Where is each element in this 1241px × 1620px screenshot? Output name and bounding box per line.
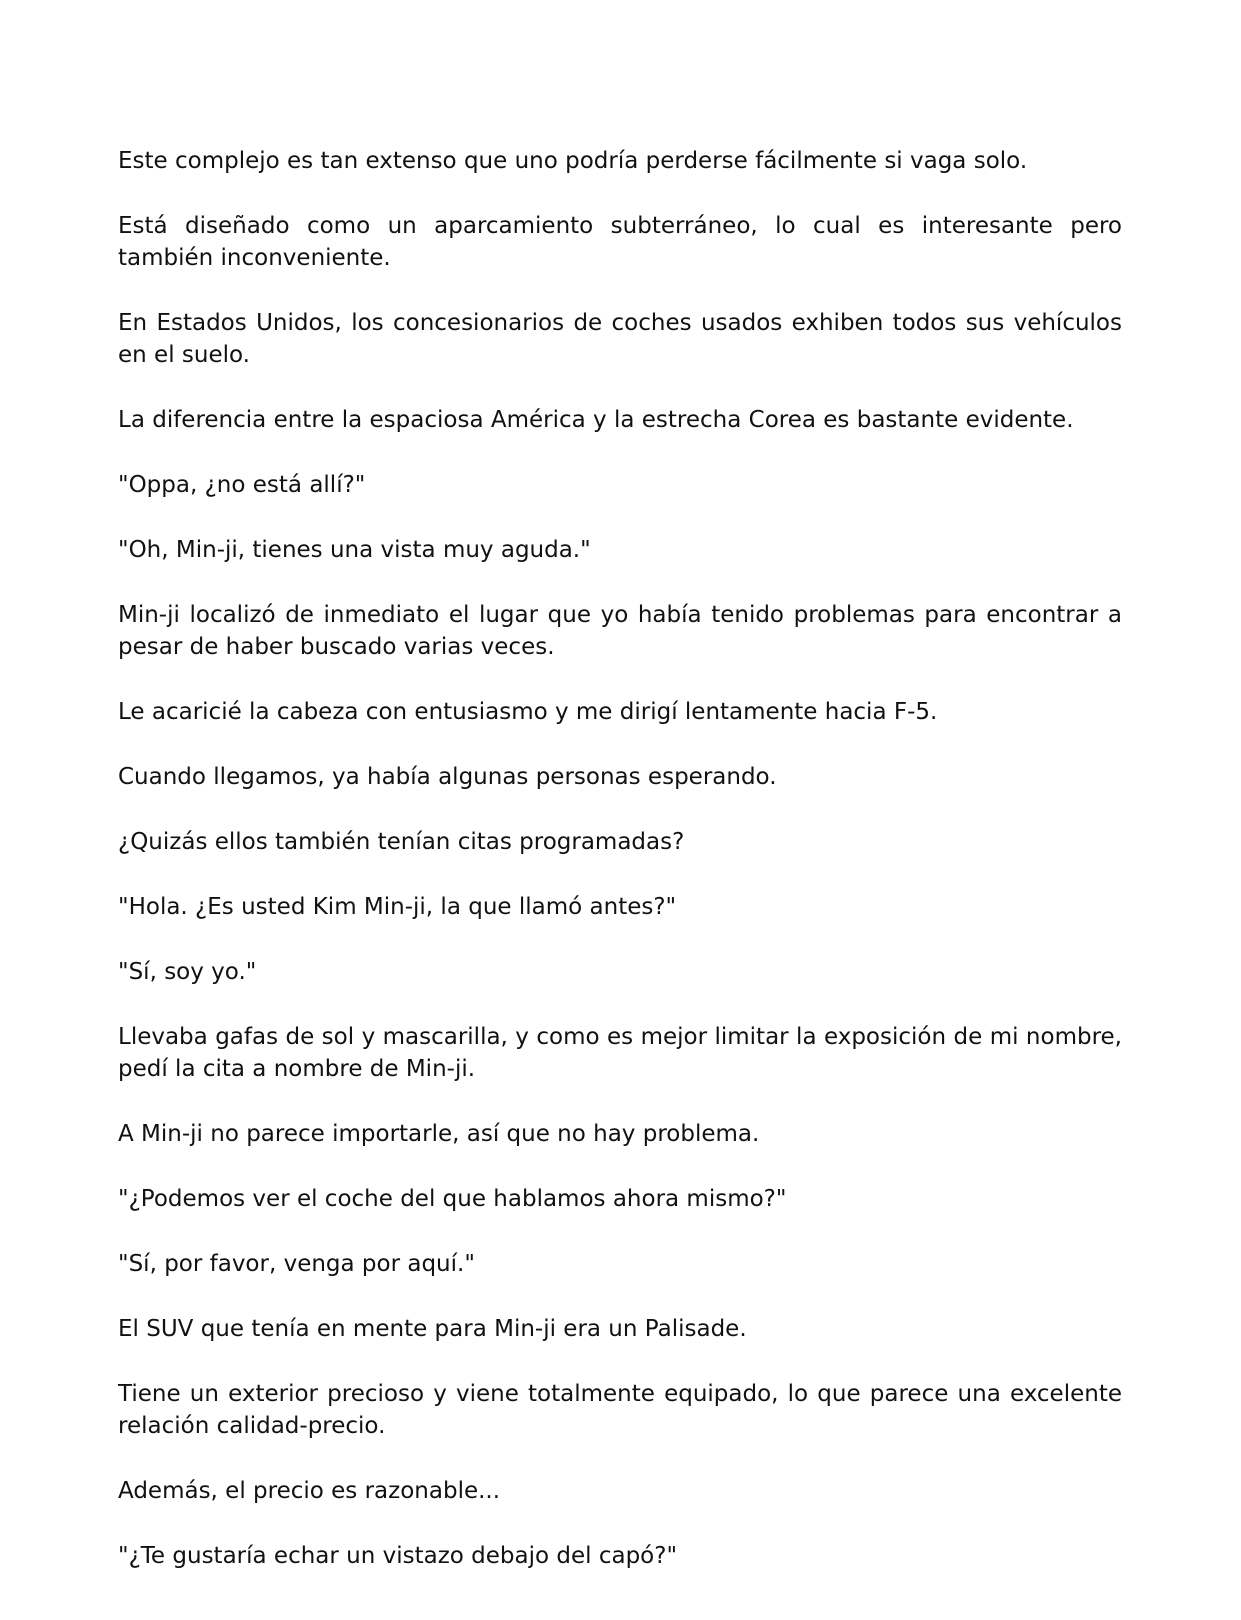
paragraph-14: A Min-ji no parece importarle, así que no hay problema. (118, 1121, 760, 1147)
paragraph-9: Cuando llegamos, ya había algunas personas esperando. (118, 764, 777, 790)
paragraph-3: En Estados Unidos, los concesionarios de coches usados exhiben todos sus vehículos en el suelo. (118, 310, 1122, 368)
paragraph-2: Está diseñado como un aparcamiento subterráneo, lo cual es interesante pero también inconveniente. (118, 213, 1122, 271)
paragraph-1: Este complejo es tan extenso que uno podría perderse fácilmente si vaga solo. (118, 148, 1028, 174)
paragraph-20: "¿Te gustaría echar un vistazo debajo del capó?" (118, 1543, 678, 1569)
paragraph-16: "Sí, por favor, venga por aquí." (118, 1251, 475, 1277)
paragraph-10: ¿Quizás ellos también tenían citas programadas? (118, 829, 685, 855)
paragraph-4: La diferencia entre la espaciosa América y la estrecha Corea es bastante evidente. (118, 407, 1074, 433)
paragraph-12: "Sí, soy yo." (118, 959, 257, 985)
paragraph-13: Llevaba gafas de sol y mascarilla, y como es mejor limitar la exposición de mi nombre, pedí la cita a nombre de Min-ji. (118, 1024, 1122, 1082)
paragraph-6: "Oh, Min-ji, tienes una vista muy aguda." (118, 537, 591, 563)
paragraph-15: "¿Podemos ver el coche del que hablamos ahora mismo?" (118, 1186, 787, 1212)
paragraph-18: Tiene un exterior precioso y viene totalmente equipado, lo que parece una excelente relación calidad-precio. (118, 1381, 1122, 1439)
paragraph-5: "Oppa, ¿no está allí?" (118, 472, 366, 498)
paragraph-7: Min-ji localizó de inmediato el lugar que yo había tenido problemas para encontrar a pesar de haber buscado varias veces. (118, 602, 1122, 660)
paragraph-19: Además, el precio es razonable... (118, 1478, 501, 1504)
paragraph-8: Le acaricié la cabeza con entusiasmo y me dirigí lentamente hacia F-5. (118, 699, 938, 725)
paragraph-17: El SUV que tenía en mente para Min-ji era un Palisade. (118, 1316, 747, 1342)
paragraph-11: "Hola. ¿Es usted Kim Min-ji, la que llamó antes?" (118, 894, 677, 920)
document-body (118, 145, 1122, 1605)
